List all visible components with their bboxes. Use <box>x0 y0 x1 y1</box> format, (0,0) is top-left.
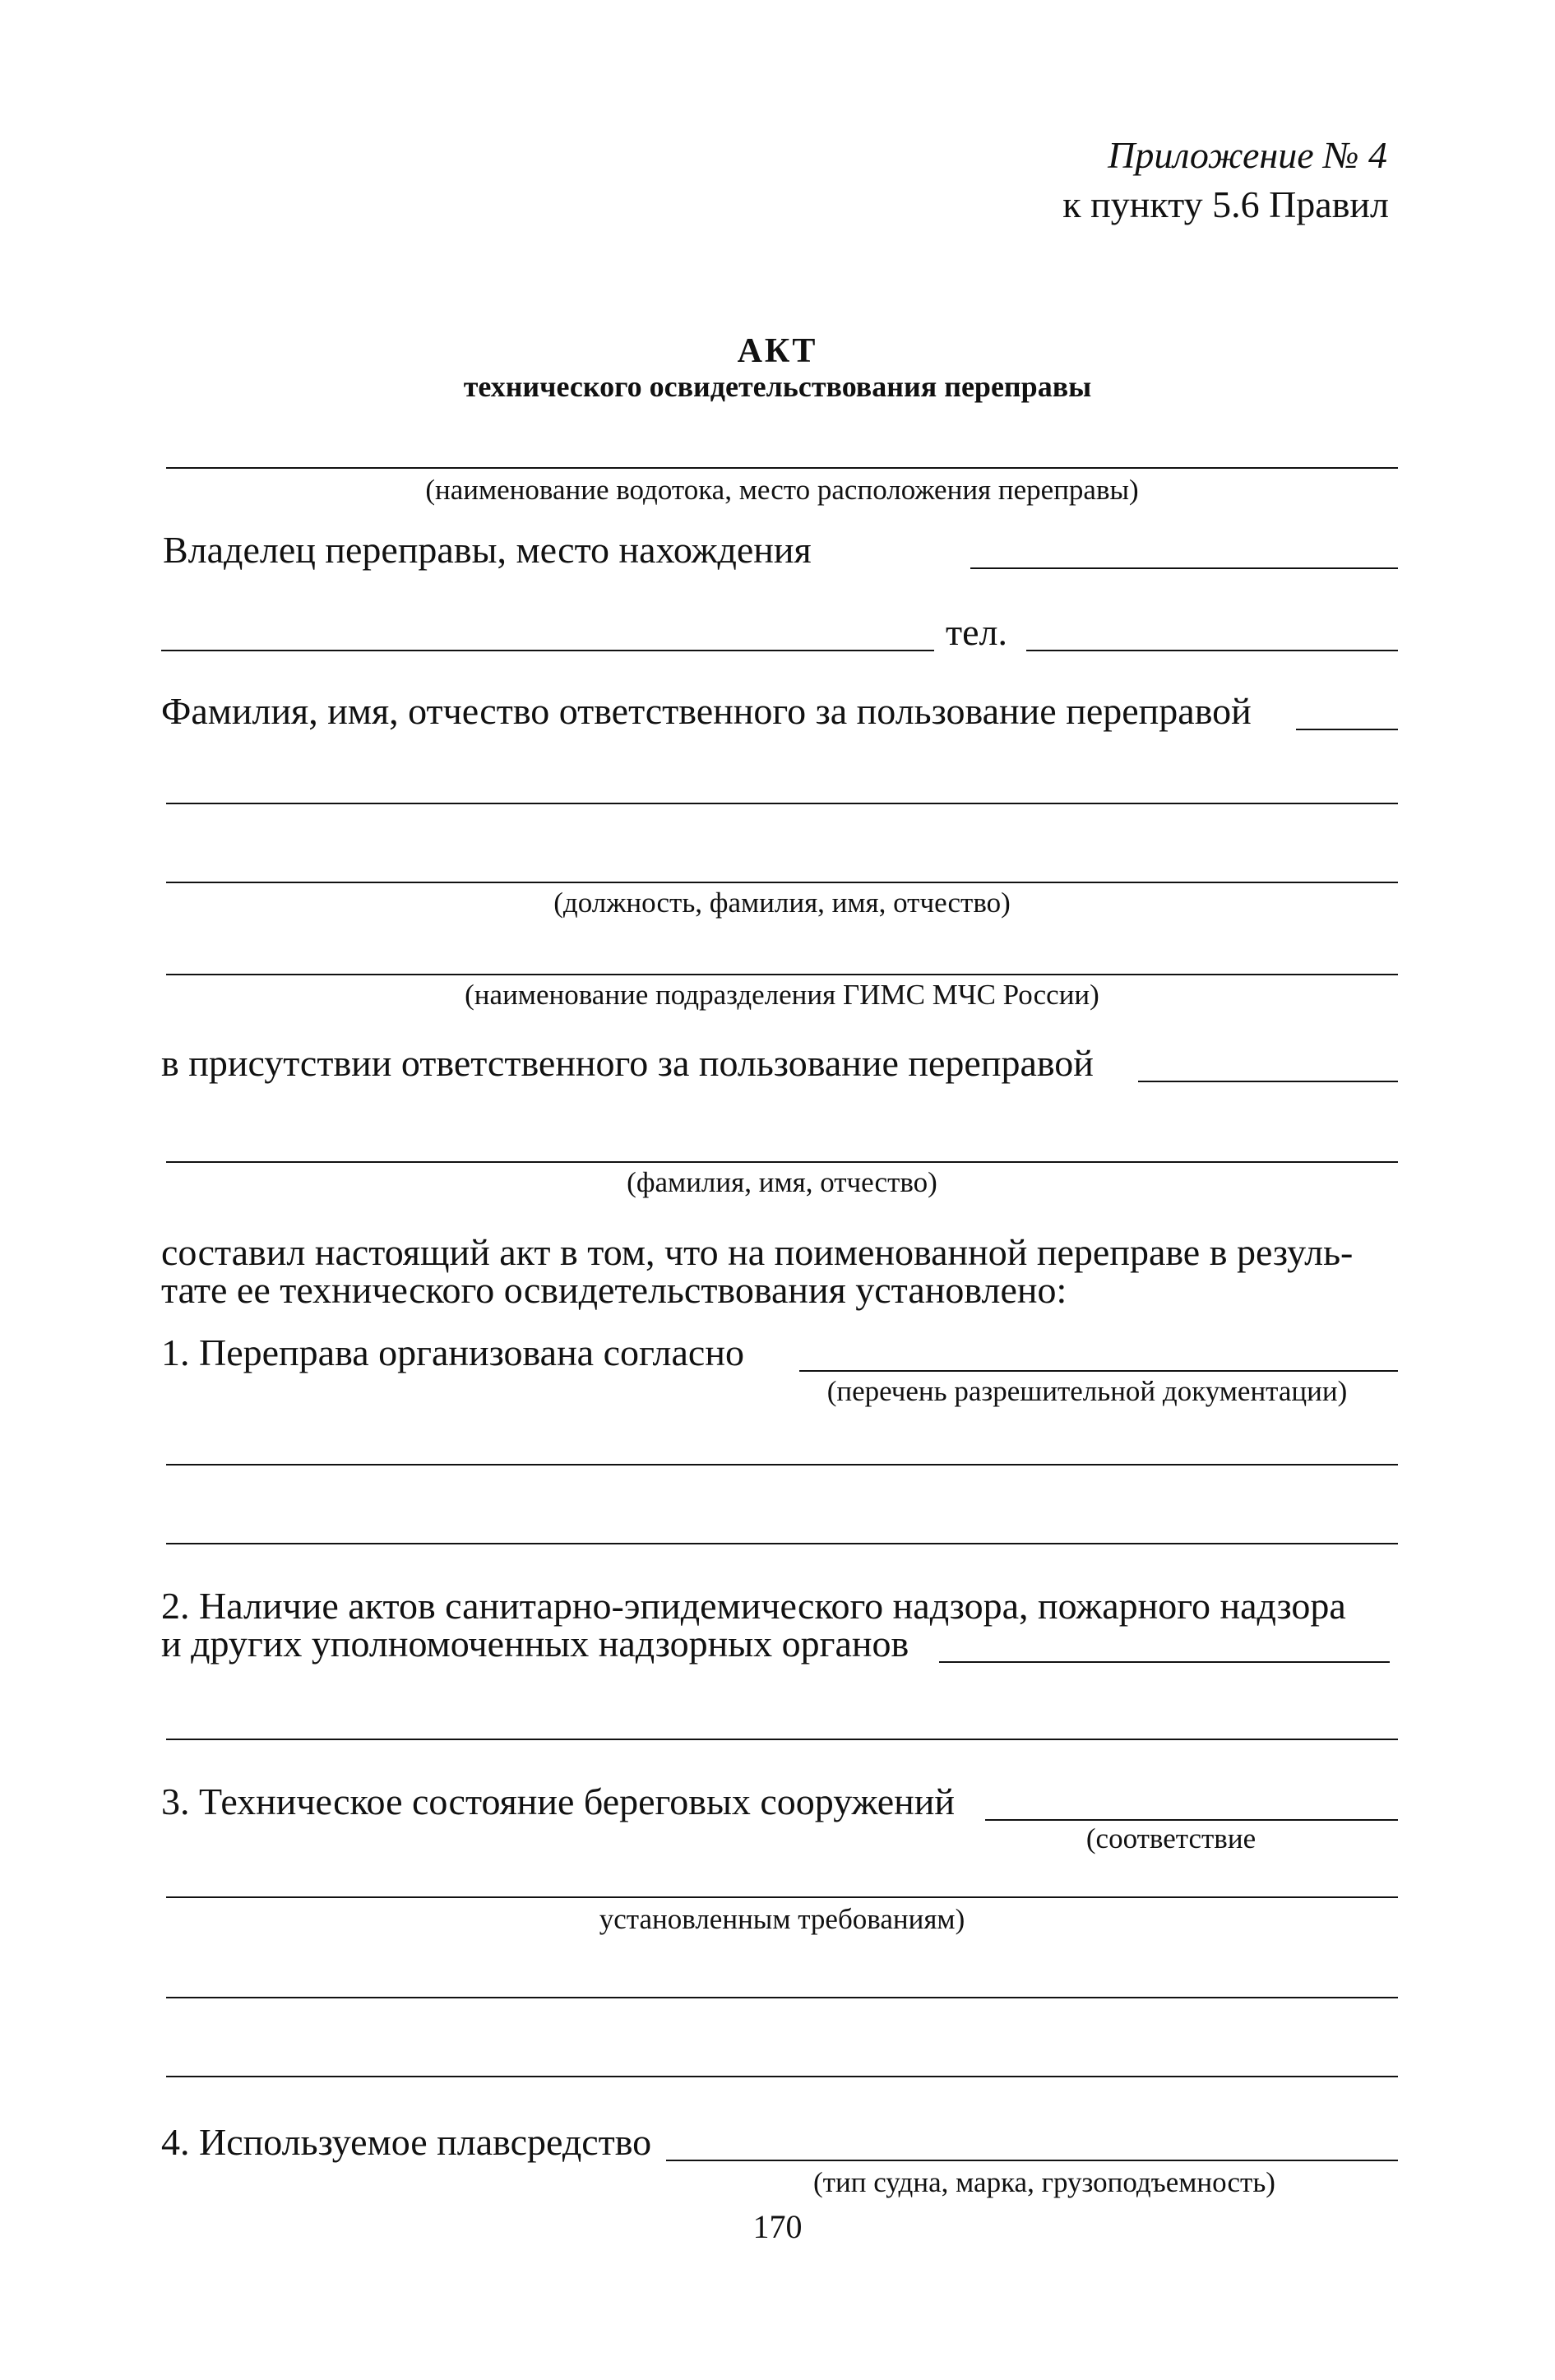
phone-field-line[interactable] <box>1026 650 1398 651</box>
item-2-label-line-1: 2. Наличие актов санитарно-эпидемического надзора, пожарного надзора <box>161 1585 1346 1627</box>
document-subtitle: технического освидетельствования переправы <box>463 370 1092 403</box>
item-1-caption: (перечень разрешительной документации) <box>826 1375 1348 1407</box>
watercourse-caption: (наименование водотока, место расположения переправы) <box>425 474 1139 506</box>
statement-line-2: тате ее технического освидетельствования установлено: <box>161 1269 1067 1311</box>
responsible-label: Фамилия, имя, отчество ответственного за пользование переправой <box>161 690 1252 732</box>
gims-unit-caption: (наименование подразделения ГИМС МЧС России) <box>465 979 1099 1011</box>
item-4-caption: (тип судна, марка, грузоподъемность) <box>813 2166 1275 2198</box>
presence-label: в присутствии ответственного за пользование переправой <box>161 1042 1094 1084</box>
presence-name-caption: (фамилия, имя, отчество) <box>627 1166 937 1198</box>
page-number: 170 <box>752 2208 803 2245</box>
presence-name-line[interactable] <box>166 1161 1398 1163</box>
item-3-caption-1: (соответствие <box>1085 1822 1256 1854</box>
item-3-extra-line-1[interactable] <box>166 1896 1398 1898</box>
item-3-caption-2: установленным требованиям) <box>599 1903 965 1935</box>
item-4-field-line[interactable] <box>666 2160 1398 2161</box>
gims-unit-field-line[interactable] <box>166 974 1398 975</box>
watercourse-field-line[interactable] <box>166 467 1398 469</box>
statement-line-1: составил настоящий акт в том, что на поименованной переправе в резуль- <box>161 1231 1354 1273</box>
item-3-label: 3. Техническое состояние береговых сооружений <box>161 1780 956 1822</box>
item-3-extra-line-2[interactable] <box>166 1997 1398 1998</box>
responsible-field-line[interactable] <box>1296 729 1398 730</box>
owner-label: Владелец переправы, место нахождения <box>163 529 812 571</box>
appendix-label: Приложение № 4 <box>1108 134 1387 176</box>
owner-field-line[interactable] <box>970 567 1398 569</box>
item-2-extra-line[interactable] <box>166 1739 1398 1740</box>
responsible-field-line-2[interactable] <box>166 803 1398 804</box>
item-2-label-line-2: и других уполномоченных надзорных органов <box>161 1623 909 1665</box>
item-1-extra-line-2[interactable] <box>166 1543 1398 1544</box>
document-title: АКТ <box>737 332 818 370</box>
position-caption: (должность, фамилия, имя, отчество) <box>553 887 1011 919</box>
owner-address-line[interactable] <box>161 650 934 651</box>
item-2-field-line[interactable] <box>939 1661 1390 1663</box>
item-3-field-line[interactable] <box>985 1819 1398 1821</box>
item-1-label: 1. Переправа организована согласно <box>161 1331 744 1373</box>
item-3-extra-line-3[interactable] <box>166 2076 1398 2077</box>
item-1-extra-line-1[interactable] <box>166 1464 1398 1466</box>
position-field-line[interactable] <box>166 882 1398 883</box>
phone-label: тел. <box>946 611 1007 653</box>
presence-field-line[interactable] <box>1138 1081 1398 1082</box>
item-1-field-line[interactable] <box>799 1370 1398 1372</box>
item-4-label: 4. Используемое плавсредство <box>161 2121 652 2163</box>
appendix-reference: к пункту 5.6 Правил <box>1062 183 1389 225</box>
